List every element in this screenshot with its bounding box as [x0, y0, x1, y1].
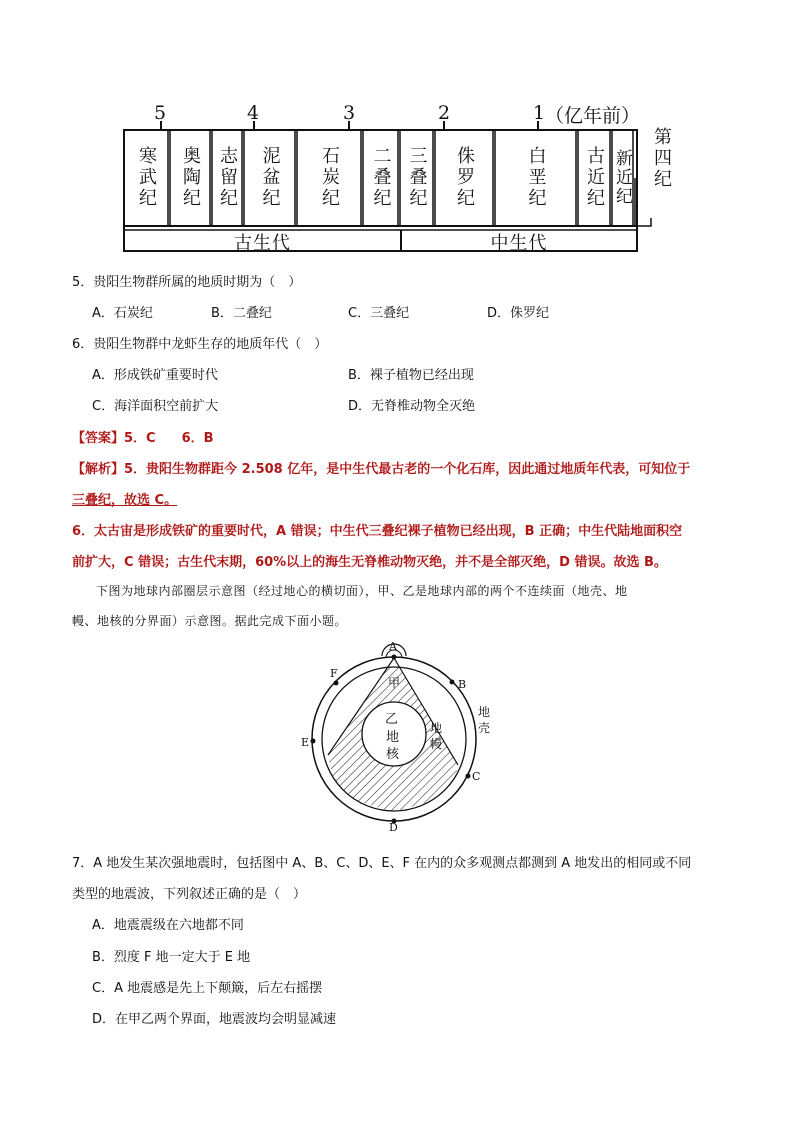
tick-label: 1 — [533, 102, 546, 124]
answer-text: 5．C 6．B — [124, 431, 214, 446]
q5-option-b: B．二叠纪 — [211, 306, 272, 321]
analysis-line-1: 5．贵阳生物群距今 2.508 亿年，是中生代最古老的一个化石库，因此通过地质年代表，可知位于 — [124, 462, 691, 477]
q5-option-c: C．三叠纪 — [348, 306, 410, 321]
period-carboniferous: 石炭纪 — [319, 146, 340, 209]
point-b-label: B — [458, 678, 467, 691]
q5-option-d: D．侏罗纪 — [487, 306, 550, 321]
question-7-stem-line-1: 7．A 地发生某次强地震时，包括图中 A、B、C、D、E、F 在内的众多观测点都测到 A 地发出的相同或不同 — [72, 856, 692, 871]
analysis-line-4: 前扩大，C 错误；古生代末期，60%以上的海生无脊椎动物灭绝，并不是全部灭绝，D 错误。故选 B。 — [72, 555, 667, 570]
intro-line-1: 下图为地球内部圈层示意图（经过地心的横切面），甲、乙是地球内部的两个不连续面（地壳、地 — [96, 584, 628, 598]
q6-option-b: B．裸子植物已经出现 — [348, 368, 474, 383]
earth-diagram — [290, 640, 510, 840]
tick-label: 4 — [247, 102, 260, 124]
analysis-line-3: 6．太古宙是形成铁矿的重要时代，A 错误；中生代三叠纪裸子植物已经出现，B 正确；中生代陆地面积空 — [72, 524, 683, 539]
period-paleogene: 古近纪 — [584, 146, 605, 209]
answer-tag: 【答案】 — [72, 431, 125, 446]
interface-yi-label: 乙 — [385, 712, 399, 727]
tick-label: 5 — [154, 102, 167, 124]
point-f-label: F — [330, 667, 338, 680]
geologic-timeline — [0, 0, 794, 260]
q6-option-c: C．海洋面积空前扩大 — [92, 399, 219, 414]
q7-option-b: B．烈度 F 地一定大于 E 地 — [92, 950, 251, 965]
period-cambrian: 寒武纪 — [136, 146, 157, 209]
point-e-label: E — [301, 736, 310, 749]
q7-option-c: C．A 地震感是先上下颠簸，后左右摇摆 — [92, 981, 323, 996]
period-triassic: 三叠纪 — [406, 146, 428, 209]
tick-label: 3 — [343, 102, 356, 124]
tick-unit: （亿年前） — [545, 105, 641, 127]
period-cretaceous: 白垩纪 — [525, 146, 547, 209]
analysis-tag: 【解析】 — [72, 462, 125, 477]
period-permian: 二叠纪 — [370, 146, 392, 209]
intro-line-2: 幔、地核的分界面）示意图。据此完成下面小题。 — [72, 614, 348, 628]
question-6-stem: 6．贵阳生物群中龙虾生存的地质年代（ ） — [72, 337, 328, 352]
analysis-line-2: 三叠纪，故选 C。 — [72, 493, 178, 508]
era-paleozoic: 古生代 — [234, 233, 291, 254]
q5-option-a: A．石炭纪 — [92, 306, 153, 321]
point-c-label: C — [472, 770, 481, 783]
period-silurian: 志留纪 — [217, 146, 238, 209]
point-d-label: D — [389, 821, 398, 834]
q6-option-a: A．形成铁矿重要时代 — [92, 368, 218, 383]
period-ordovician: 奥陶纪 — [180, 146, 201, 209]
period-neogene: 新近纪 — [612, 149, 632, 206]
crust-label: 地壳 — [478, 705, 491, 735]
core-label: 地核 — [386, 730, 400, 762]
interface-jia-label: 甲 — [388, 676, 401, 690]
period-devonian: 泥盆纪 — [259, 146, 281, 209]
period-quaternary: 第四纪 — [651, 127, 672, 190]
period-jurassic: 侏罗纪 — [454, 146, 475, 209]
q6-option-d: D．无脊椎动物全灭绝 — [348, 399, 476, 414]
mantle-label: 地幔 — [430, 721, 443, 751]
question-7-stem-line-2: 类型的地震波，下列叙述正确的是（ ） — [72, 887, 307, 902]
era-mesozoic: 中生代 — [490, 233, 548, 254]
q7-option-a: A．地震震级在六地都不同 — [92, 918, 244, 933]
question-5-stem: 5．贵阳生物群所属的地质时期为（ ） — [72, 275, 302, 290]
point-a-label: A — [389, 640, 397, 653]
q7-option-d: D．在甲乙两个界面，地震波均会明显减速 — [92, 1012, 337, 1027]
earth-diagram-svg — [290, 640, 510, 840]
tick-label: 2 — [438, 102, 451, 124]
